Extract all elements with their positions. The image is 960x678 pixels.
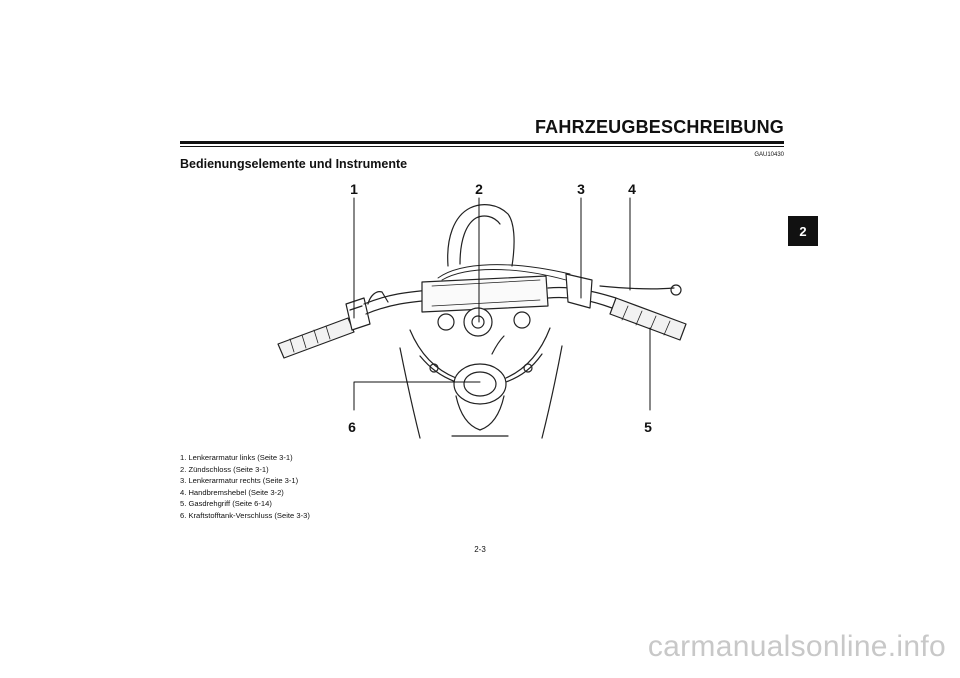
legend-item: 6. Kraftstofftank-Verschluss (Seite 3-3) [180,510,310,520]
callout-5: 5 [644,419,652,435]
legend-item: 4. Handbremshebel (Seite 3-2) [180,487,284,497]
header-rule [180,141,784,144]
callout-1: 1 [350,181,358,197]
legend-item: 3. Lenkerarmatur rechts (Seite 3-1) [180,476,299,486]
chapter-tab: 2 [788,216,818,246]
page-header-title: FAHRZEUGBESCHREIBUNG [534,117,784,137]
callout-2: 2 [475,181,483,197]
document-code: GAU10430 [754,152,784,158]
page-number: 2-3 [474,545,486,554]
legend-item: 2. Zündschloss (Seite 3-1) [180,464,269,474]
motorcycle-drawing [278,205,686,438]
section-heading: Bedienungselemente und Instrumente [180,157,408,171]
legend-item: 5. Gasdrehgriff (Seite 6-14) [180,499,272,509]
callout-6: 6 [348,419,356,435]
header-rule-thin [180,146,784,147]
figure-legend [180,452,310,522]
callout-3: 3 [577,181,585,197]
handlebar-illustration [270,178,700,440]
watermark: carmanualsonline.info [647,630,946,663]
callout-4: 4 [628,181,636,197]
legend-item: 1. Lenkerarmatur links (Seite 3-1) [180,453,293,462]
